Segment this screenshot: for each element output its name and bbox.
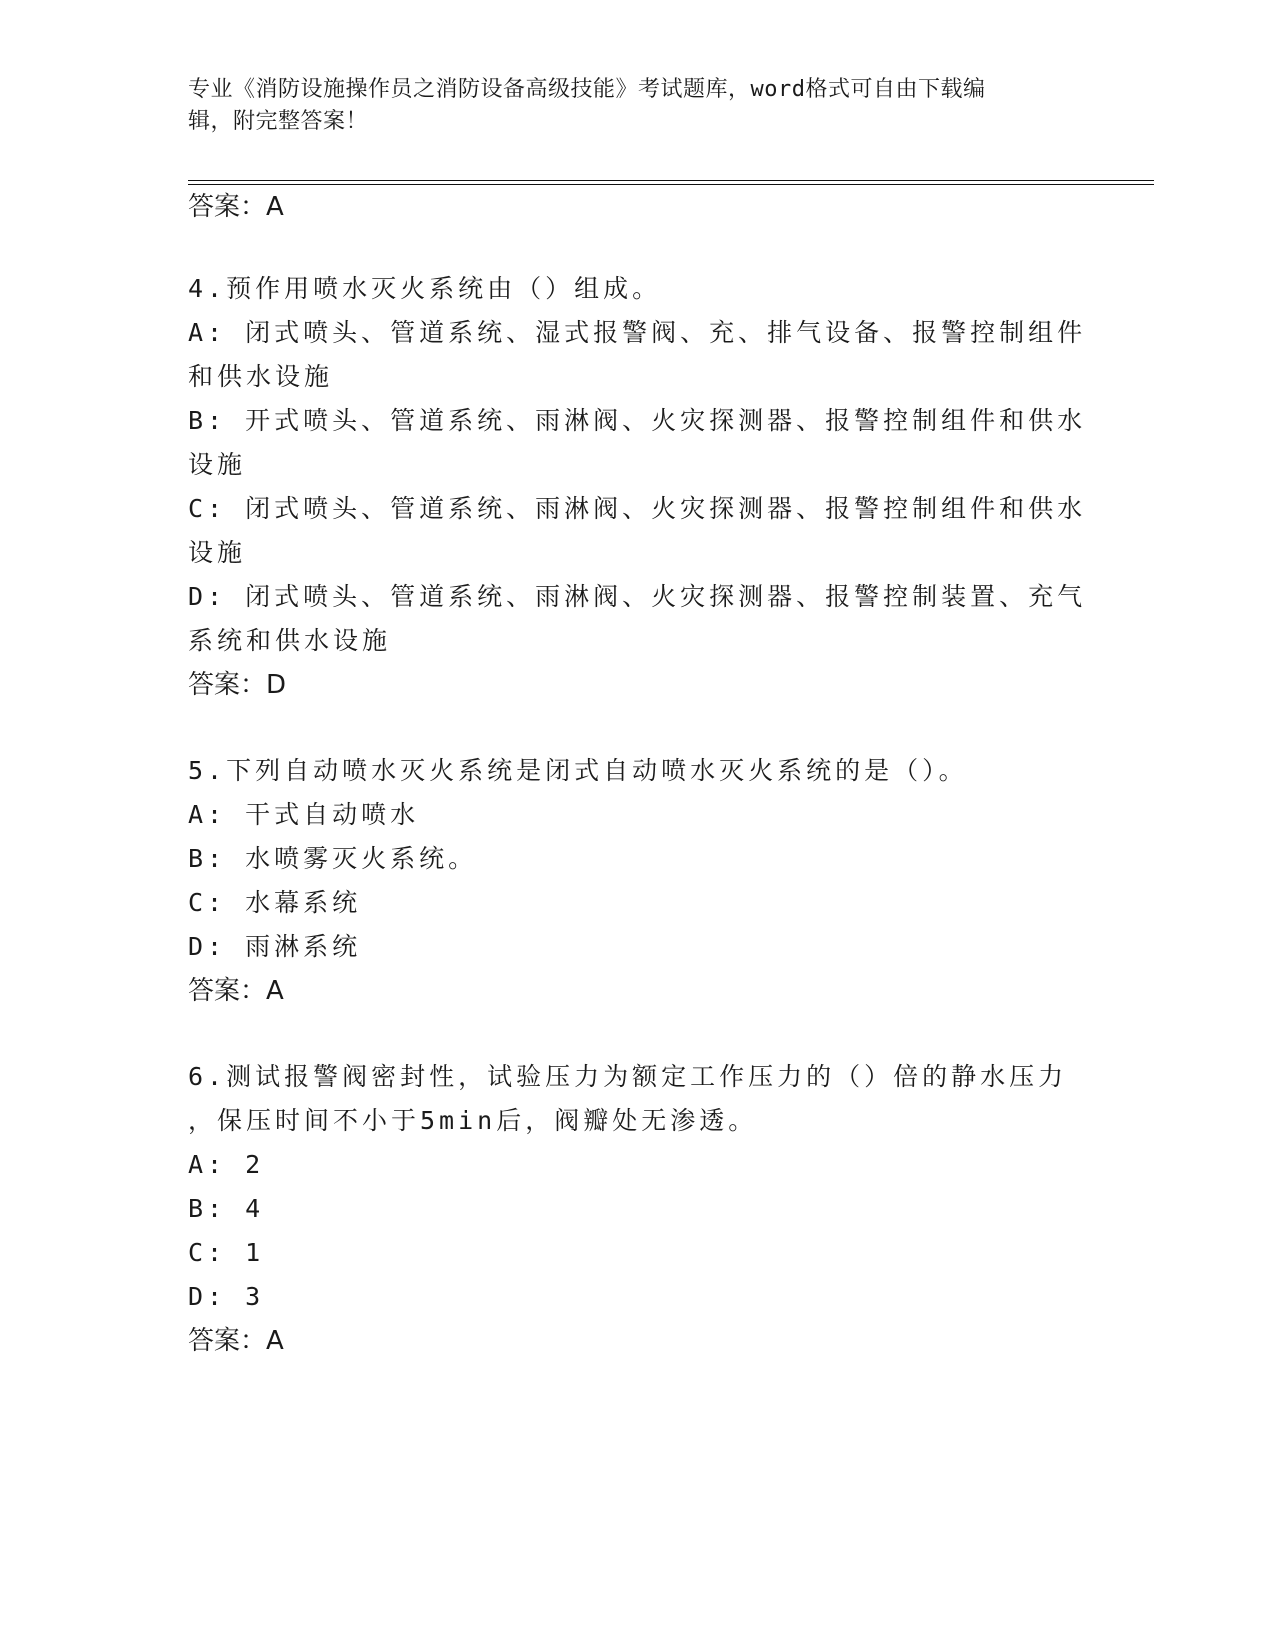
option-c: C: 1 bbox=[188, 1238, 265, 1267]
question-stem: 4.预作用喷水灭火系统由（）组成。 bbox=[188, 274, 662, 303]
option-c-continued: 设施 bbox=[188, 538, 247, 567]
option-b: B: 开式喷头、管道系统、雨淋阀、火灾探测器、报警控制组件和供水 bbox=[188, 406, 1087, 435]
option-a: A: 2 bbox=[188, 1150, 265, 1179]
answer: 答案：D bbox=[188, 670, 287, 700]
option-b-continued: 设施 bbox=[188, 450, 247, 479]
option-d: D: 闭式喷头、管道系统、雨淋阀、火灾探测器、报警控制装置、充气 bbox=[188, 582, 1087, 611]
question-stem: 5.下列自动喷水灭火系统是闭式自动喷水灭火系统的是（）。 bbox=[188, 756, 968, 785]
document-header bbox=[188, 74, 1088, 138]
option-b: B: 水喷雾灭火系统。 bbox=[188, 844, 478, 873]
answer: 答案：A bbox=[188, 1326, 284, 1356]
question-stem: 6.测试报警阀密封性，试验压力为额定工作压力的（）倍的静水压力 bbox=[188, 1062, 1068, 1091]
header-divider-bottom bbox=[188, 184, 1154, 185]
header-line-2: 辑，附完整答案！ bbox=[188, 109, 369, 134]
option-d: D: 3 bbox=[188, 1282, 265, 1311]
header-divider-top bbox=[188, 180, 1154, 181]
option-a-continued: 和供水设施 bbox=[188, 362, 334, 391]
option-d-continued: 系统和供水设施 bbox=[188, 626, 392, 655]
question-stem-continued: ，保压时间不小于5min后，阀瓣处无渗透。 bbox=[188, 1106, 758, 1135]
option-a: A: 干式自动喷水 bbox=[188, 800, 420, 829]
previous-answer: 答案：A bbox=[188, 192, 284, 222]
option-c: C: 水幕系统 bbox=[188, 888, 362, 917]
option-c: C: 闭式喷头、管道系统、雨淋阀、火灾探测器、报警控制组件和供水 bbox=[188, 494, 1087, 523]
option-a: A: 闭式喷头、管道系统、湿式报警阀、充、排气设备、报警控制组件 bbox=[188, 318, 1087, 347]
option-d: D: 雨淋系统 bbox=[188, 932, 362, 961]
header-line-1: 专业《消防设施操作员之消防设备高级技能》考试题库，word格式可自由下载编 bbox=[188, 77, 986, 102]
answer: 答案：A bbox=[188, 976, 284, 1006]
option-b: B: 4 bbox=[188, 1194, 265, 1223]
